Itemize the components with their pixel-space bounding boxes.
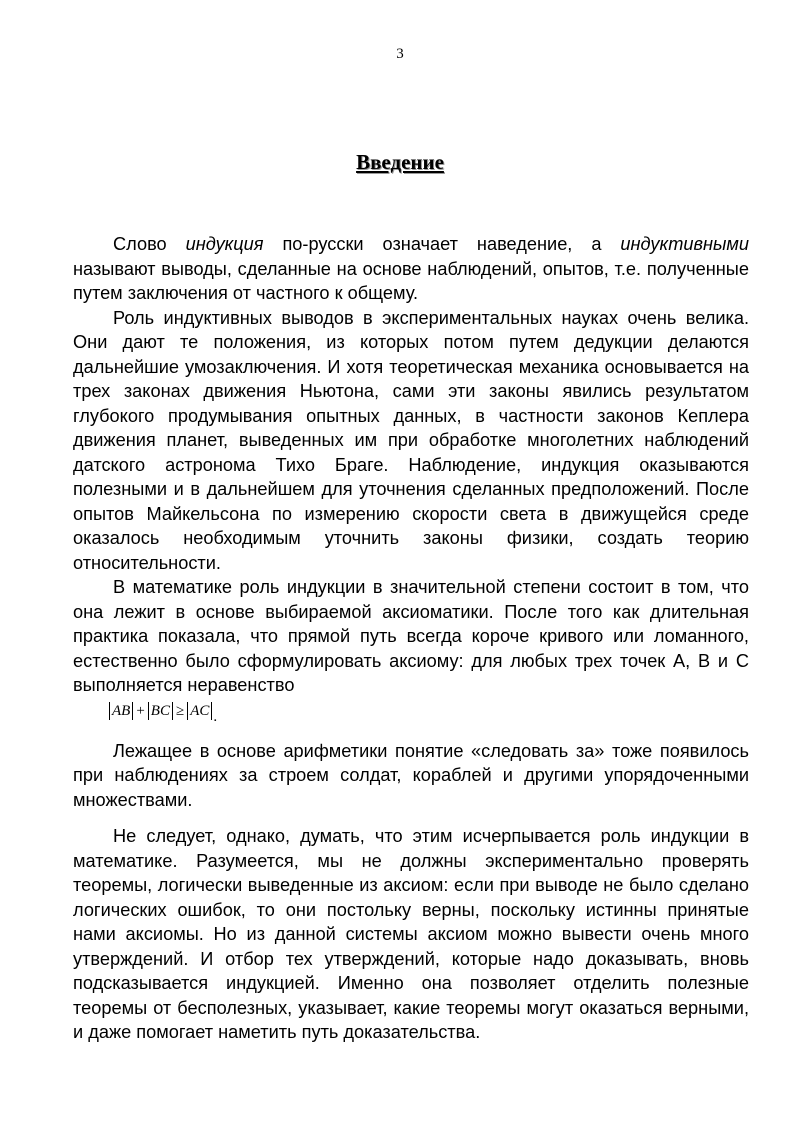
p1-text-1: Слово (113, 234, 186, 254)
formula-abs-ab: AB (109, 702, 133, 720)
page-number: 3 (396, 46, 404, 62)
paragraph-2: Роль индуктивных выводов в экспериментальных науках очень велика. Они дают те положения, из которых потом путем дедукции делаются дальнейшие умозаключения. И хотя теоретическая механика основывается на трех законах движения Ньютона, сами эти законы явились результатом глубокого продумывания опытных данных, в частности законов Кеплера движения планет, выведенных им при обработке многолетних наблюдений датского астронома Тихо Браге. Наблюдение, индукция оказываются полезными и в дальнейшем для уточнения сделанных предположений. После опытов Майкельсона по измерению скорости света в движущейся среде оказалось необходимым уточнить законы физики, создать теорию относительности. (73, 307, 749, 573)
paragraph-1 (73, 232, 749, 306)
p1-term-inductive: индуктивными (620, 234, 749, 254)
p1-term-induction: индукция (185, 234, 264, 254)
formula-end-dot: . (213, 708, 218, 725)
p1-text-3: называют выводы, сделанные на основе наблюдений, опытов, т.е. полученные путем заключения от частного к общему. (73, 258, 749, 303)
section-title: Введение (356, 150, 444, 174)
paragraph-5: Не следует, однако, думать, что этим исчерпывается роль индукции в математике. Разумеется, мы не должны экспериментально проверять теоремы, логически выведенные из аксиом: если при выводе не было сделано логических ошибок, то они постольку верны, поскольку истинны принятые нами аксиомы. Но из данной системы аксиом можно вывести очень много утверждений. И отбор тех утверждений, которые надо доказывать, вновь подсказывается индукцией. Именно она позволяет отделить полезные теоремы от бесполезных, указывает, какие теоремы могут оказаться верными, и даже помогает наметить путь доказательства. (73, 826, 749, 1042)
body-text (73, 232, 749, 1045)
paragraph-4: Лежащее в основе арифметики понятие «следовать за» тоже появилось при наблюдениях за строем солдат, кораблей и другими упорядоченными множествами. (73, 740, 749, 810)
formula-plus: + (136, 702, 145, 719)
formula-abs-bc: BC (148, 702, 173, 720)
p1-text-2: по-русски означает наведение, а (263, 234, 621, 254)
formula-abs-ac: AC (187, 702, 212, 720)
formula-geq: ≥ (175, 702, 185, 719)
paragraph-3: В математике роль индукции в значительной степени состоит в том, что она лежит в основе выбираемой аксиоматики. После того как длительная практика показала, что прямой путь всегда короче кривого или ломанного, естественно было сформулировать аксиому: для любых трех точек A, B и C выполняется неравенство (73, 577, 749, 695)
triangle-inequality-formula (109, 701, 749, 727)
